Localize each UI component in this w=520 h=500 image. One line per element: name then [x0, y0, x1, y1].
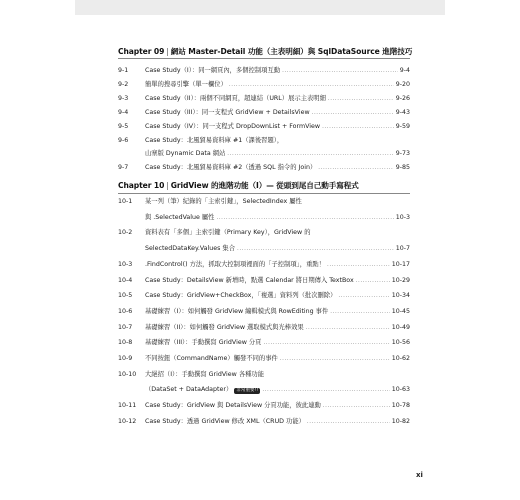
toc-entry: [118, 259, 410, 270]
important-badge: 非常重要!!: [236, 388, 259, 394]
page-reference: 10-63: [391, 386, 410, 394]
section-title: Case Study：GridView 與 DetailsView 分頁功能，彼此連動: [145, 402, 321, 410]
chapter-10-heading: Chapter 10 | GridView 的進階功能（I）— 從頭到尾自己動手寫程式: [118, 181, 359, 190]
dot-leader: [237, 244, 394, 255]
toc-entry: [118, 93, 410, 104]
page-reference: 9-59: [395, 122, 410, 130]
toc-entry: [118, 107, 410, 118]
page-reference: 9-4: [399, 67, 410, 74]
toc-entry: [118, 135, 410, 146]
page-reference: 10-45: [391, 307, 410, 315]
section-title: 山寨版 Dynamic Data 網站: [145, 150, 226, 158]
toc-entry: [118, 400, 410, 411]
section-title: Case Study：透過 GridView 修改 XML（CRUD 功能）: [145, 417, 305, 425]
section-number: 9-3: [118, 94, 129, 102]
page-reference: 9-73: [395, 150, 410, 158]
toc-entry: [118, 196, 410, 207]
page-reference: 10-3: [395, 213, 410, 221]
page-reference: 10-17: [391, 260, 410, 268]
dot-leader: [280, 354, 390, 365]
section-number: 9-1: [118, 67, 129, 74]
toc-entry: [118, 337, 410, 348]
dot-leader: [263, 338, 389, 349]
toc-entry: [118, 384, 410, 395]
toc-entry: [118, 227, 410, 238]
toc-entry: [118, 121, 410, 132]
dot-leader: [327, 260, 390, 271]
section-number: 9-7: [118, 164, 129, 172]
dot-leader: [282, 66, 398, 77]
toc-entry: [118, 353, 410, 364]
section-number: 10-1: [118, 198, 133, 205]
page-reference: 9-20: [395, 80, 410, 88]
section-number: 10-6: [118, 307, 133, 315]
section-title: 基礎練習（I）：如何觸發 GridView 編輯模式與 RowEditing 事件: [145, 307, 329, 315]
section-number: 10-5: [118, 292, 133, 300]
top-header-band: [75, 0, 445, 15]
toc-entry: [118, 322, 410, 333]
toc-entry: [118, 148, 410, 159]
section-number: 10-12: [118, 417, 137, 425]
toc-entry: [118, 162, 410, 173]
section-title: 基礎練習（III）：手動撰寫 GridView 分頁: [145, 339, 262, 347]
chapter-9-subtitle: 網站 Master-Detail 功能（主表明細）與 SqlDataSource 進階技巧: [170, 47, 413, 56]
dot-leader: [328, 94, 394, 105]
dot-leader: [338, 291, 389, 302]
dot-leader: [227, 149, 393, 160]
section-title: Case Study：北風貿易資料庫 #1（課後習題），: [145, 136, 284, 144]
chapter-9-heading: Chapter 09 | 網站 Master-Detail 功能（主表明細）與 SqlDataSource 進階技巧: [118, 47, 413, 56]
section-title: 簡單的搜尋引擎（單一欄位）: [145, 80, 227, 88]
section-number: 10-4: [118, 276, 133, 284]
section-number: 10-2: [118, 229, 133, 237]
section-title: Case Study（IV）：同一支程式 DropDownList + FormView: [145, 122, 321, 130]
section-title: （DataSet + DataAdapter）: [145, 386, 233, 394]
page-reference: 10-7: [395, 245, 410, 253]
page-reference: 10-56: [391, 339, 410, 347]
toc-entry: [118, 369, 410, 380]
page-reference: 9-85: [395, 164, 410, 172]
section-title: 某一列（筆）紀錄的「主索引鍵」，SelectedIndex 屬性: [145, 198, 302, 205]
dot-leader: [322, 122, 394, 133]
page-reference: 10-82: [391, 417, 410, 425]
section-title: Case Study：GridView+CheckBox，「複選」資料列（批次刪除）: [145, 292, 337, 300]
dot-leader: [229, 80, 394, 91]
page-reference: 10-29: [391, 276, 410, 284]
dot-leader: [307, 417, 390, 428]
section-number: 10-7: [118, 323, 133, 331]
dot-leader: [312, 108, 394, 119]
toc-entry: [118, 306, 410, 317]
section-title: .FindControl() 方法，抓取大控制項裡面的「子控制項」，重點！: [145, 260, 325, 268]
chapter-10-subtitle: GridView 的進階功能（I）— 從頭到尾自己動手寫程式: [170, 181, 359, 190]
section-title: 大絕招（I）：手動撰寫 GridView 各種功能: [145, 370, 265, 378]
section-number: 10-8: [118, 339, 133, 347]
section-number: 9-4: [118, 108, 129, 116]
page-reference: 10-49: [391, 323, 410, 331]
section-title: 基礎練習（II）：如何觸發 GridView 選取模式與光棒效果: [145, 323, 304, 331]
dot-leader: [306, 323, 390, 334]
section-number: 9-2: [118, 80, 129, 88]
page-reference: 10-34: [391, 292, 410, 300]
section-title: SelectedDataKey.Values 集合: [145, 245, 236, 253]
toc-entry: [118, 79, 410, 90]
section-number: 10-10: [118, 370, 137, 378]
section-title: Case Study（III）：同一支程式 GridView + DetailsView: [145, 108, 310, 116]
chapter-9-rule: [118, 58, 410, 59]
toc-entry: [118, 212, 410, 223]
chapter-10-number: Chapter 10: [118, 181, 165, 190]
section-title: Case Study（II）：兩個不同網頁，超連結（URL）展示主表明細: [145, 94, 326, 102]
section-number: 10-3: [118, 260, 133, 268]
section-title: 資料表有「多個」主索引鍵（Primary Key），GridView 的: [145, 229, 311, 237]
chapter-9-number: Chapter 09: [118, 47, 165, 56]
dot-leader: [318, 163, 393, 174]
dot-leader: [330, 307, 389, 318]
toc-entry: [118, 290, 410, 301]
dot-leader: [216, 213, 393, 224]
page-reference: 10-62: [391, 355, 410, 362]
section-title: Case Study：北風貿易資料庫 #2（透過 SQL 指令的 Join）: [145, 164, 317, 172]
toc-entry: [118, 243, 410, 254]
section-number: 9-6: [118, 136, 129, 144]
toc-entry: [118, 416, 410, 427]
dot-leader: [262, 385, 389, 396]
section-title: Case Study（I）：同一網頁內，多個控制項互動: [145, 67, 281, 74]
page-number: xi: [416, 471, 423, 479]
section-title: Case Study：DetailsView 新增時，點選 Calendar 將日期傳入 TextBox: [145, 276, 354, 284]
page-reference: 9-26: [395, 94, 410, 102]
dot-leader: [356, 276, 390, 287]
dot-leader: [323, 401, 390, 412]
toc-entry: [118, 65, 410, 76]
section-number: 10-9: [118, 355, 133, 362]
section-title: 不同按鈕（CommandName）觸發不同的事件: [145, 355, 278, 362]
section-number: 10-11: [118, 402, 137, 410]
toc-entry: [118, 275, 410, 286]
page-reference: 10-78: [391, 402, 410, 410]
page-reference: 9-43: [395, 108, 410, 116]
section-title: 與 .SelectedValue 屬性: [145, 213, 215, 221]
section-number: 9-5: [118, 122, 129, 130]
chapter-10-rule: [118, 193, 410, 194]
